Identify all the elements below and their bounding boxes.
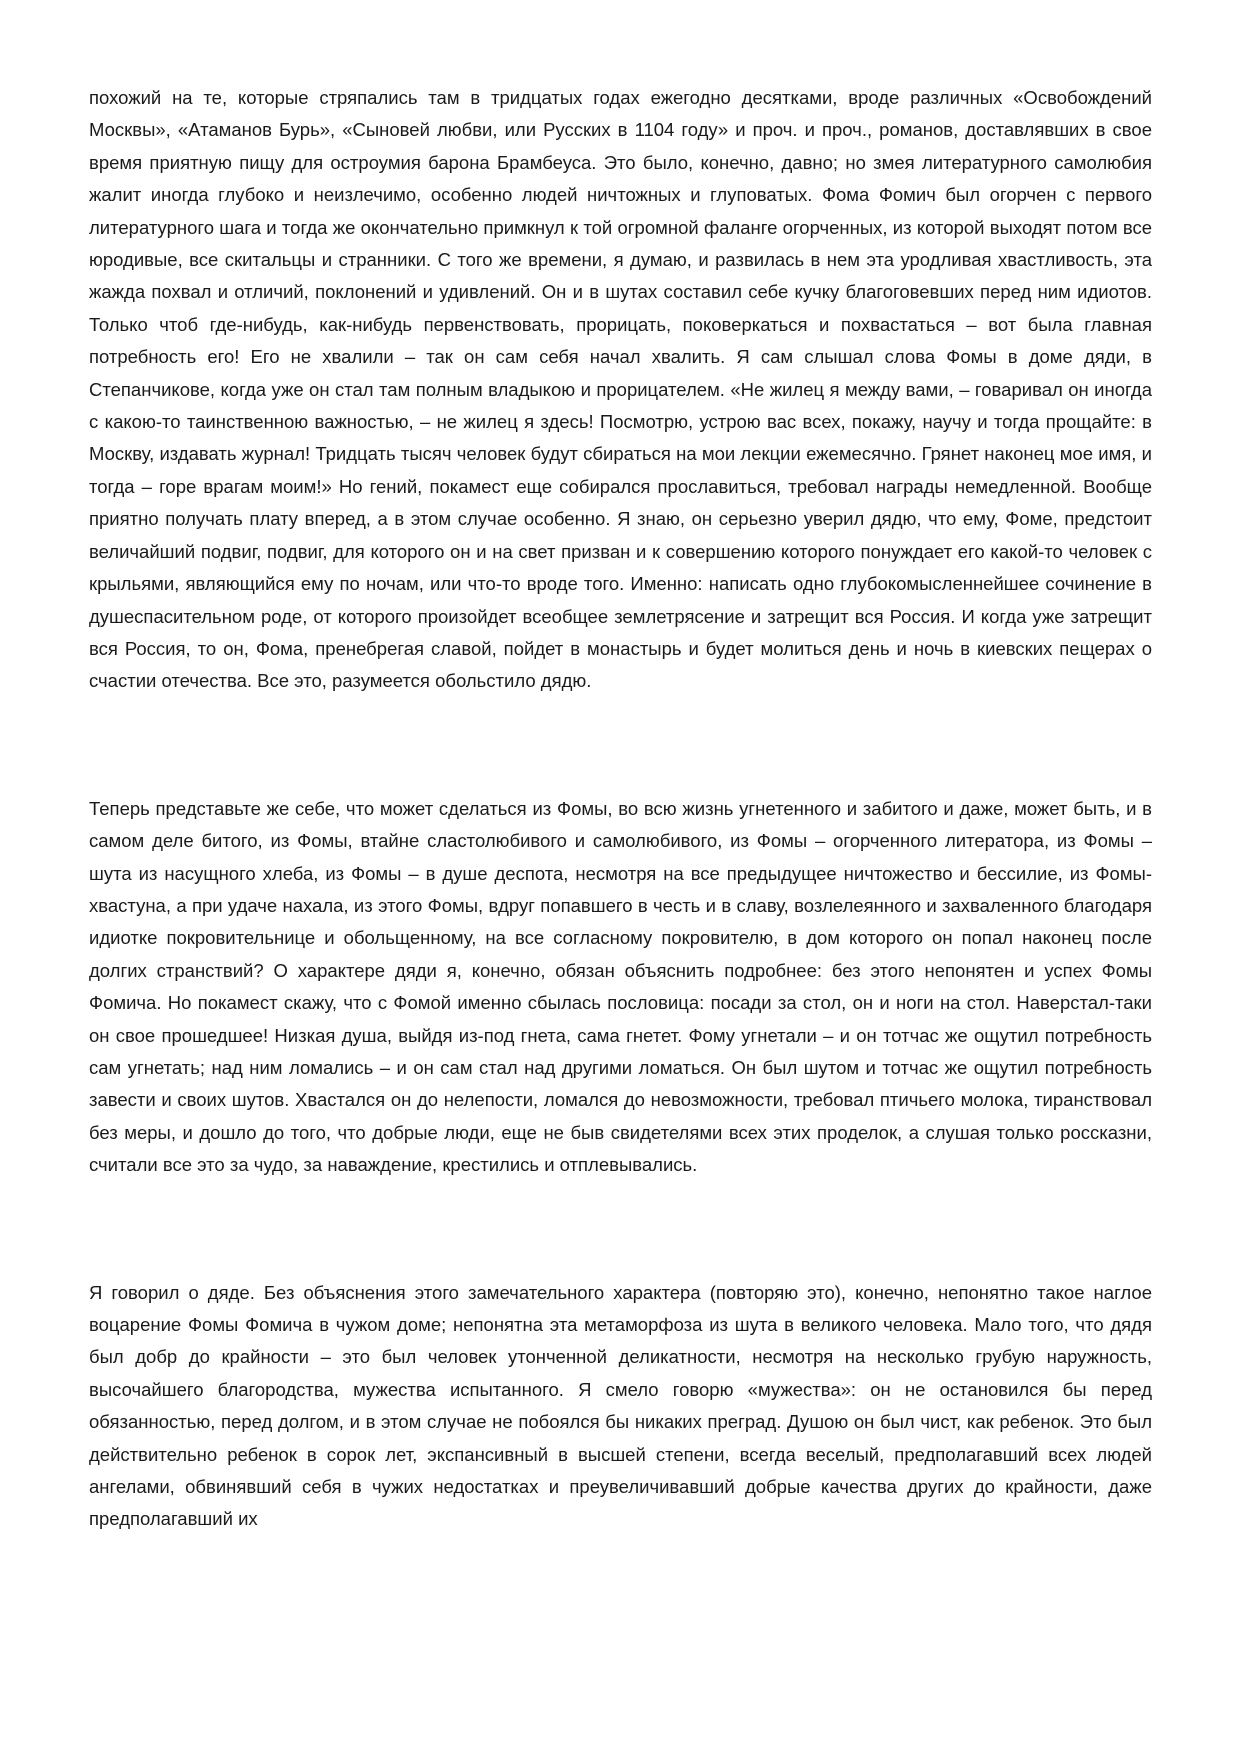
paragraph-1: похожий на те, которые стряпались там в тридцатых годах ежегодно десятками, вроде различных «Освобождений Москвы», «Атаманов Бурь», «Сыновей любви, или Русских в 1104 году» и проч. и проч., романов, доставлявших в свое время приятную пищу для остроумия барона Брамбеуса. Это было, конечно, давно; но змея литературного самолюбия жалит иногда глубоко и неизлечимо, особенно людей ничтожных и глуповатых. Фома Фомич был огорчен с первого литературного шага и тогда же окончательно примкнул к той огромной фаланге огорченных, из которой выходят потом все юродивые, все скитальцы и странники. С того же времени, я думаю, и развилась в нем эта уродливая хвастливость, эта жажда похвал и отличий, поклонений и удивлений. Он и в шутах составил себе кучку благоговевших перед ним идиотов. Только чтоб где-нибудь, как-нибудь первенствовать, прорицать, поковеркаться и похвастаться – вот была главная потребность его! Его не хвалили – так он сам себя начал хвалить. Я сам слышал слова Фомы в доме дяди, в Степанчикове, когда уже он стал там полным владыкою и прорицателем. «Не жилец я между вами, – говаривал он иногда с какою-то таинственною важностью, – не жилец я здесь! Посмотрю, устрою вас всех, покажу, научу и тогда прощайте: в Москву, издавать журнал! Тридцать тысяч человек будут сбираться на мои лекции ежемесячно. Грянет наконец мое имя, и тогда – горе врагам моим!» Но гений, покамест еще собирался прославиться, требовал награды немедленной. Вообще приятно получать плату вперед, а в этом случае особенно. Я знаю, он серьезно уверил дядю, что ему, Фоме, предстоит величайший подвиг, подвиг, для которого он и на свет призван и к совершению которого понуждает его какой-то человек с крыльями, являющийся ему по ночам, или что-то вроде того. Именно: написать одно глубокомысленнейшее сочинение в душеспасительном роде, от которого произойдет всеобщее землетрясение и затрещит вся Россия. И когда уже затрещит вся Россия, то он, Фома, пренебрегая славой, пойдет в монастырь и будет молиться день и ночь в киевских пещерах о счастии отечества. Все это, разумеется обольстило дядю. [89, 87, 1152, 692]
document-page [89, 82, 1152, 1536]
paragraph-2: Теперь представьте же себе, что может сделаться из Фомы, во всю жизнь угнетенного и забитого и даже, может быть, и в самом деле битого, из Фомы, втайне сластолюбивого и самолюбивого, из Фомы – огорченного литератора, из Фомы – шута из насущного хлеба, из Фомы – в душе деспота, несмотря на все предыдущее ничтожество и бессилие, из Фомы-хвастуна, а при удаче нахала, из этого Фомы, вдруг попавшего в честь и в славу, возлелеянного и захваленного благодаря идиотке покровительнице и обольщенному, на все согласному покровителю, в дом которого он попал наконец после долгих странствий? О характере дяди я, конечно, обязан объяснить подробнее: без этого непонятен и успех Фомы Фомича. Но покамест скажу, что с Фомой именно сбылась пословица: посади за стол, он и ноги на стол. Наверстал-таки он свое прошедшее! Низкая душа, выйдя из-под гнета, сама гнетет. Фому угнетали – и он тотчас же ощутил потребность сам угнетать; над ним ломались – и он сам стал над другими ломаться. Он был шутом и тотчас же ощутил потребность завести и своих шутов. Хвастался он до нелепости, ломался до невозможности, требовал птичьего молока, тиранствовал без меры, и дошло до того, что добрые люди, еще не быв свидетелями всех этих проделок, а слушая только россказни, считали все это за чудо, за наваждение, крестились и отплевывались. [89, 797, 1152, 1176]
paragraph-3: Я говорил о дяде. Без объяснения этого замечательного характера (повторяю это), конечно, непонятно такое наглое воцарение Фомы Фомича в чужом доме; непонятна эта метаморфоза из шута в великого человека. Мало того, что дядя был добр до крайности – это был человек утонченной деликатности, несмотря на несколько грубую наружность, высочайшего благородства, мужества испытанного. Я смело говорю «мужества»: он не остановился бы перед обязанностью, перед долгом, и в этом случае не побоялся бы никаких преград. Душою он был чист, как ребенок. Это был действительно ребенок в сорок лет, экспансивный в высшей степени, всегда веселый, предполагавший всех людей ангелами, обвинявший себя в чужих недостатках и преувеличивавший добрые качества других до крайности, даже предполагавший их [89, 1281, 1152, 1530]
